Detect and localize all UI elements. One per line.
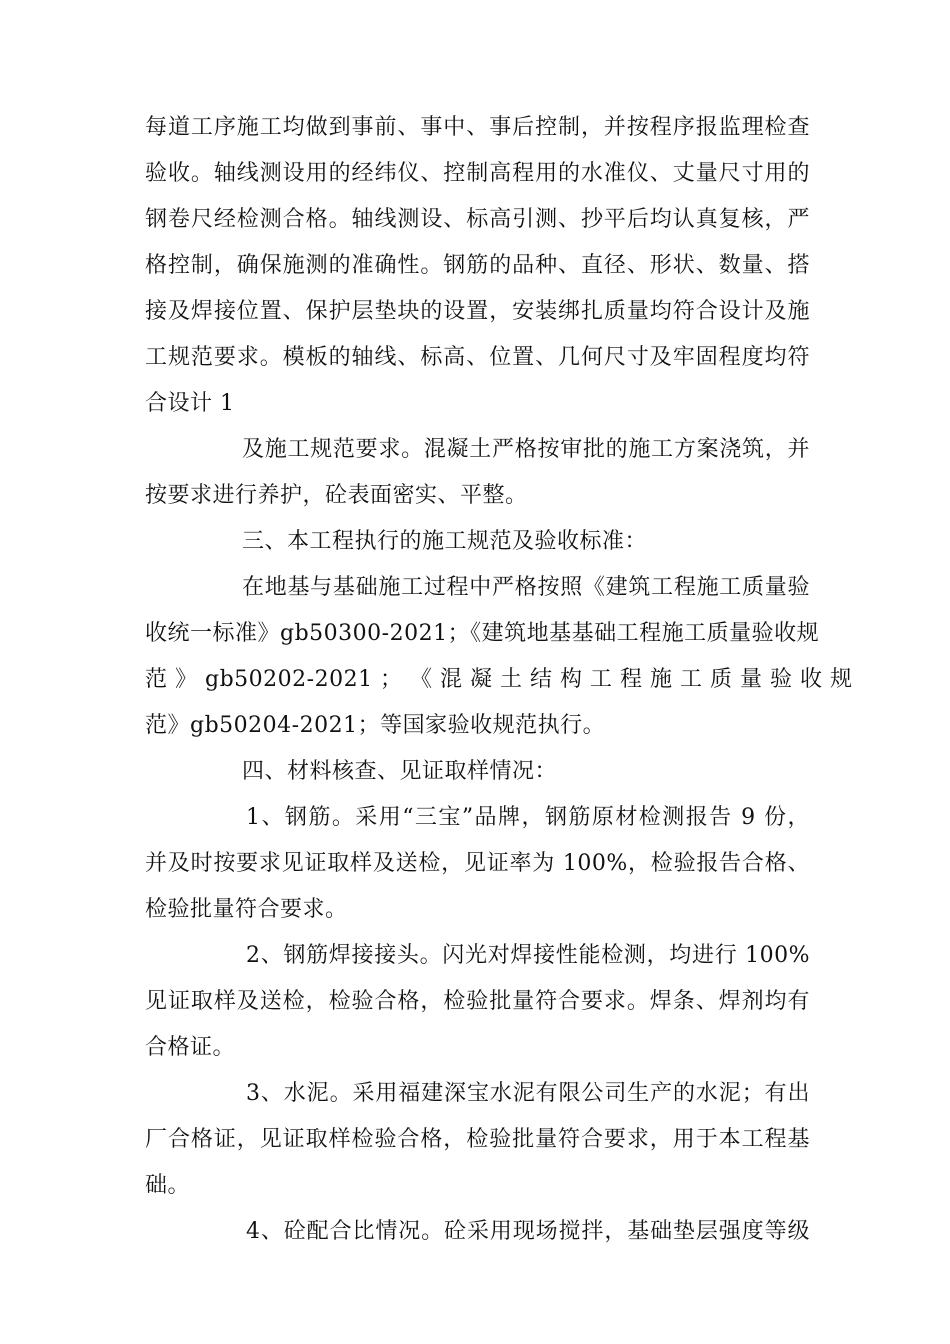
text-line: 按要求进行养护，砼表面密实、平整。 <box>145 483 528 508</box>
text-line: 工规范要求。模板的轴线、标高、位置、几何尺寸及牢固程度均符 <box>145 345 810 370</box>
text-line: 每道工序施工均做到事前、事中、事后控制，并按程序报监理检查 <box>145 115 810 140</box>
text-line: 检验批量符合要求。 <box>145 897 348 922</box>
text-line: 范 》 gb50202-2021 ； 《 混 凝 土 结 构 工 程 施 工 质 量 验 收 规 <box>145 667 853 692</box>
text-line: 接及焊接位置、保护层垫块的设置，安装绑扎质量均符合设计及施 <box>145 299 810 324</box>
text-line: 厂合格证，见证取样检验合格，检验批量符合要求，用于本工程基 <box>145 1127 810 1152</box>
text-line: 钢卷尺经检测合格。轴线测设、标高引测、抄平后均认真复核，严 <box>145 207 810 232</box>
text-line: 在地基与基础施工过程中严格按照《建筑工程施工质量验 <box>242 575 810 600</box>
text-line: 范》gb50204-2021；等国家验收规范执行。 <box>145 713 606 738</box>
text-line: 合格证。 <box>145 1035 236 1060</box>
text-line: 并及时按要求见证取样及送检，见证率为 100%，检验报告合格、 <box>145 851 810 876</box>
text-line: 见证取样及送检，检验合格，检验批量符合要求。焊条、焊剂均有 <box>145 989 810 1014</box>
text-line: 4、砼配合比情况。砼采用现场搅拌，基础垫层强度等级 <box>246 1219 810 1244</box>
text-line: 验收。轴线测设用的经纬仪、控制高程用的水准仪、丈量尺寸用的 <box>145 161 810 186</box>
text-line: 合设计 1 <box>145 391 235 416</box>
text-line: 及施工规范要求。混凝土严格按审批的施工方案浇筑，并 <box>242 437 810 462</box>
text-line: 础。 <box>145 1173 191 1198</box>
text-line: 2、钢筋焊接接头。闪光对焊接性能检测，均进行 100% <box>246 943 810 968</box>
section-heading: 三、本工程执行的施工规范及验收标准： <box>242 529 648 554</box>
text-line: 1、钢筋。采用“三宝”品牌，钢筋原材检测报告 9 份， <box>246 805 810 830</box>
text-line: 收统一标准》gb50300-2021；《建筑地基基础工程施工质量验收规 <box>145 621 820 646</box>
text-line: 3、水泥。采用福建深宝水泥有限公司生产的水泥；有出 <box>246 1081 810 1106</box>
text-line: 格控制，确保施测的准确性。钢筋的品种、直径、形状、数量、搭 <box>145 253 810 278</box>
section-heading: 四、材料核查、见证取样情况： <box>242 759 558 784</box>
